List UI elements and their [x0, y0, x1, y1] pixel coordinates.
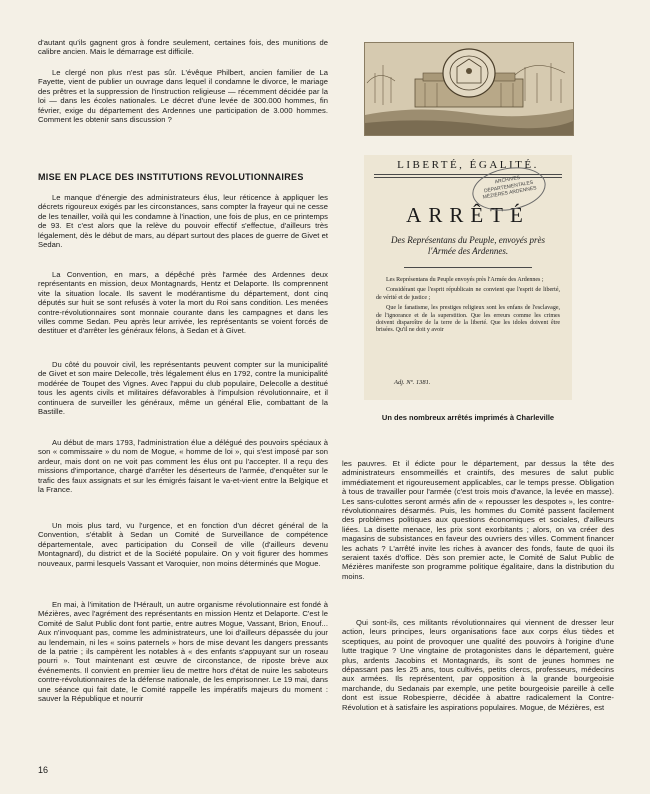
- paragraph: Le manque d'énergie des administrateurs élus, leur réticence à appliquer les décrets rigoureux exigés par les circonstances, sans compter la frayeur qui ne cesse de les tenailler, voilà qui les condamne à l'inaction, une fois de plus, en ce printemps de 93. Et c'est alors que la relève du pouvoir effectif s'effectue, d'ailleurs très légalement, dès le début de mars, au départ surtout des places de guerre de Givet et Sedan.: [38, 193, 328, 250]
- document-paragraph: Considérant que l'esprit républicain ne convient que l'esprit de liberté, de vérité et de justice ;: [376, 287, 560, 301]
- document-subtitle: Des Représentans du Peuple, envoyés près l'Armée des Ardennes.: [391, 235, 545, 256]
- paragraph: d'autant qu'ils gagnent gros à fondre seulement, certaines fois, des munitions de calibre ancien. Mais le démarrage est difficile.: [38, 38, 328, 57]
- paragraph: Le clergé non plus n'est pas sûr. L'évêque Philbert, ancien familier de La Fayette, vient de publier un ouvrage dans lequel il condamne le divorce, le mariage des prêtres et la suppression de l'instruction religieuse — récemment décidée par la loi — dans les écoles nationales. Le décret d'une levée de 300.000 hommes, fin février, exige du département des Ardennes une participation de 3.000 hommes. Comment les obtenir sans discussion ?: [38, 68, 328, 125]
- paragraph: En mai, à l'imitation de l'Hérault, un autre organisme révolutionnaire est fondé à Mézières, avec l'agrément des représentants en mission Hentz et Delaporte. C'est le Comité de Salut Public dont font partie, entre autres Mogue, Vassant, Brion, Enouf... Aux n'invoquant pas, comme les administrateurs, une loi d'ailleurs dépassée du jour au lendemain, ni les « soins paternels » hors de mise devant les dangers pressants de la patrie ; ils campèrent les notables à « des enfants s'appuyant sur un roseau pourri ». Tout maintenant est œuvre de circonstance, de riposte brève aux événements. Il convient en premier lieu de mettre hors d'état de nuire les saboteurs contre-révolutionnaires de la défense nationale, de les emprisonner. Le 19 mai, dans une séance qui fait date, le Comité rappelle les impératifs majeurs du moment : sauver la République et nourrir: [38, 600, 328, 704]
- document-paragraph: Les Représentans du Peuple envoyés près l'Armée des Ardennes ;: [386, 277, 544, 283]
- archive-stamp: ARCHIVES DÉPARTEMENTALES MÉZIÈRES ARDENNES: [469, 162, 549, 216]
- engraving-illustration: [364, 42, 574, 136]
- image-caption: Un des nombreux arrêtés imprimés à Charleville: [381, 413, 555, 422]
- divider: [404, 267, 532, 268]
- engraving-drawing: [365, 43, 573, 135]
- paragraph: les pauvres. Et il édicte pour le département, par dessus la tête des administrateurs ensommeillés et craintifs, des mesures de salut public immédiatement et rigoureusement applicables, car le temps presse. Obligation à tous de travailler pour l'armée (c'est trois mois d'avance, la levée en masse). Les sans-culottes seront armés afin de « repousser les despotes », les contre-révolutionnaires désarmés. Puis, les hommes du Comité passent facilement des problèmes politiques aux questions économiques et sociales, d'ailleurs liées. La disette menace, les prix sont exorbitants ; alors, on va créer des magasins de subsistances en faveur des ouvriers des villes. Comment financer les achats ? L'arrêté invite les riches à avancer des fonds, faute de quoi ils seraient taxés d'office. Dès son premier acte, le Comité de Salut Public de Mézières manifeste son programme politique égalitaire, dans la distribution du moins.: [342, 459, 614, 581]
- document-paragraph: Que le fanatisme, les prestiges religieux sont les enfans de l'esclavage, de l'ignorance et de la superstition. Que les erreurs comme les crimes doivent disparoître de la terre de la liberté. Que les idoles doivent être brisées. Qu'il ne doit y avoir: [376, 305, 560, 334]
- section-heading: MISE EN PLACE DES INSTITUTIONS REVOLUTIONNAIRES: [38, 172, 304, 182]
- document-reference: Adj. Nº. 1381.: [394, 379, 431, 386]
- document-top-line: LIBERTÉ, ÉGALITÉ.: [397, 159, 539, 171]
- page-number: 16: [38, 765, 49, 775]
- document-title: ARRÊTÉ: [406, 203, 530, 227]
- paragraph: Un mois plus tard, vu l'urgence, et en fonction d'un décret général de la Convention, s'établit à Sedan un Comité de Surveillance de compétence départementale, avec participation du Conseil de ville (d'ailleurs devenu Montagnard), du district et de la Société populaire. On y voit figurer des hommes nouveaux, parmi lesquels Vassant et Varoquier, non moins déterminés que Mogue.: [38, 521, 328, 568]
- paragraph: La Convention, en mars, a dépêché près l'armée des Ardennes deux représentants en mission, deux Montagnards, Hentz et Delaporte. Ils comprennent vite la situation locale. Ils savent le modérantisme du département, dont cinq députés sur huit se sont refusés à voter la mort du Roi sans condition. Les menées contre-révolutionnaires sont monnaie courante dans les campagnes et dans les villes comme Sedan. Peu après leur arrivée, les représentants se voient forcés de destituer et d'arrêter les généraux félons, à Sedan et à Givet.: [38, 270, 328, 336]
- document-body: [376, 277, 560, 338]
- paragraph: Qui sont-ils, ces militants révolutionnaires qui viennent de dresser leur action, leurs principes, leurs organisations face aux corps élus tièdes et sceptiques, au point de provoquer une qualité des pouvoirs à l'origine d'une lutte tragique ? Une vingtaine de protagonistes dans le département, guère plus, ardents Jacobins et Montagnards, ils sont de jeunes hommes ne dépassant pas les 25 ans, tous cultivés, petits clercs, professeurs, médecins aux armées. Ils représentent, par opposition à la grande bourgeoisie marchande, du Sedanais par exemple, une petite bourgeoisie pareille à celle dont est issue Robespierre, décidée à abattre radicalement la Contre-Révolution et à satisfaire les aspirations populaires. Mogue, de Mézières, est: [342, 618, 614, 712]
- paragraph: Au début de mars 1793, l'administration élue a délégué des pouvoirs spéciaux à son « commissaire » du nom de Mogue, « homme de loi », qui s'est imposé par son ardeur, mais dont on ne voit pas comment les élus ont pu l'accepter. Il a reçu des missions d'importance, chargé d'arrêter les déserteurs de l'armée, d'enquêter sur le trafic des faux assignats et sur les émigrés faisant le va-et-vient entre la Belgique et la France.: [38, 438, 328, 495]
- paragraph: Du côté du pouvoir civil, les représentants peuvent compter sur la municipalité de Givet et son maire Delecolle, très légalement élus en 1792, contre la municipalité modérée de Toupet des Vignes. Avec l'appui du club populaire, Delecolle a destitué tous les agents civils et militaires défavorables à l'impulsion révolutionnaire, et il continuera de surveiller les généraux, même un général Elie, combattant de la Bastille.: [38, 360, 328, 417]
